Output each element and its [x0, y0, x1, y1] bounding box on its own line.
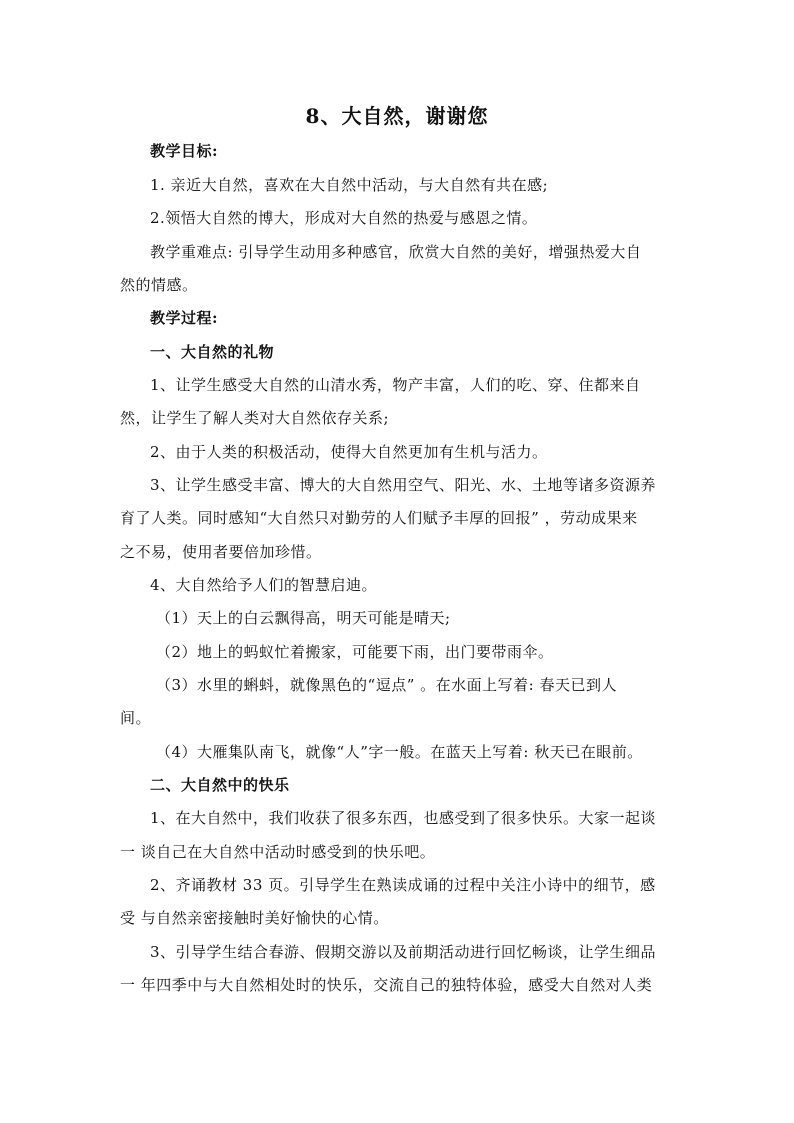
paragraph-line: 之不易，使用者要倍加珍惜。 [120, 543, 322, 561]
section-heading-joy: 二、大自然中的快乐 [150, 776, 290, 794]
list-item: （3）水里的蝌蚪，就像黑色的“逗点” 。在水面上写着: 春天已到人 [156, 676, 617, 694]
paragraph-line: 4、大自然给予人们的智慧启迪。 [150, 576, 378, 594]
paragraph-line: 2、由于人类的积极活动，使得大自然更加有生机与活力。 [150, 443, 548, 461]
document-title: 8、大自然，谢谢您 [305, 104, 489, 128]
list-item: （2）地上的蚂蚁忙着搬家，可能要下雨，出门要带雨伞。 [156, 643, 554, 661]
paragraph-line: 教学重难点: 引导学生动用多种感官，欣赏大自然的美好，增强热爱大自 [150, 243, 642, 261]
paragraph-line: 2.领悟大自然的博大，形成对大自然的热爱与感恩之情。 [150, 209, 538, 227]
paragraph-line: 1. 亲近大自然，喜欢在大自然中活动，与大自然有共在感; [150, 176, 549, 194]
list-item: （4）大雁集队南飞，就像“人”字一般。在蓝天上写着: 秋天已在眼前。 [156, 743, 643, 761]
section-heading-gifts: 一、大自然的礼物 [150, 343, 275, 361]
heading-process: 教学过程: [150, 309, 219, 327]
paragraph-line: 间。 [120, 709, 152, 727]
paragraph-line: 2、齐诵教材 33 页。引导学生在熟读成诵的过程中关注小诗中的细节，感 [150, 876, 656, 894]
heading-objectives: 教学目标: [150, 142, 219, 160]
paragraph-line: 育了人类。同时感知“大自然只对勤劳的人们赋予丰厚的回报” ，劳动成果来 [120, 509, 638, 527]
list-item: （1）天上的白云飘得高，明天可能是晴天; [156, 609, 451, 627]
paragraph-line: 3、引导学生结合春游、假期交游以及前期活动进行回忆畅谈，让学生细品 [150, 943, 657, 961]
paragraph-line: 1、让学生感受大自然的山清水秀，物产丰富，人们的吃、穿、住都来自 [150, 376, 641, 394]
paragraph-line: 一 年四季中与大自然相处时的快乐，交流自己的独特体验，感受大自然对人类 [120, 976, 653, 994]
paragraph-line: 3、让学生感受丰富、博大的大自然用空气、阳光、水、土地等诸多资源养 [150, 476, 657, 494]
paragraph-line: 然，让学生了解人类对大自然依存关系; [120, 409, 390, 427]
paragraph-line: 一 谈自己在大自然中活动时感受到的快乐吧。 [120, 843, 436, 861]
paragraph-line: 然的情感。 [120, 276, 198, 294]
paragraph-line: 受 与自然亲密接触时美好愉快的心情。 [120, 909, 389, 927]
paragraph-line: 1、在大自然中，我们收获了很多东西，也感受到了很多快乐。大家一起谈 [150, 809, 657, 827]
